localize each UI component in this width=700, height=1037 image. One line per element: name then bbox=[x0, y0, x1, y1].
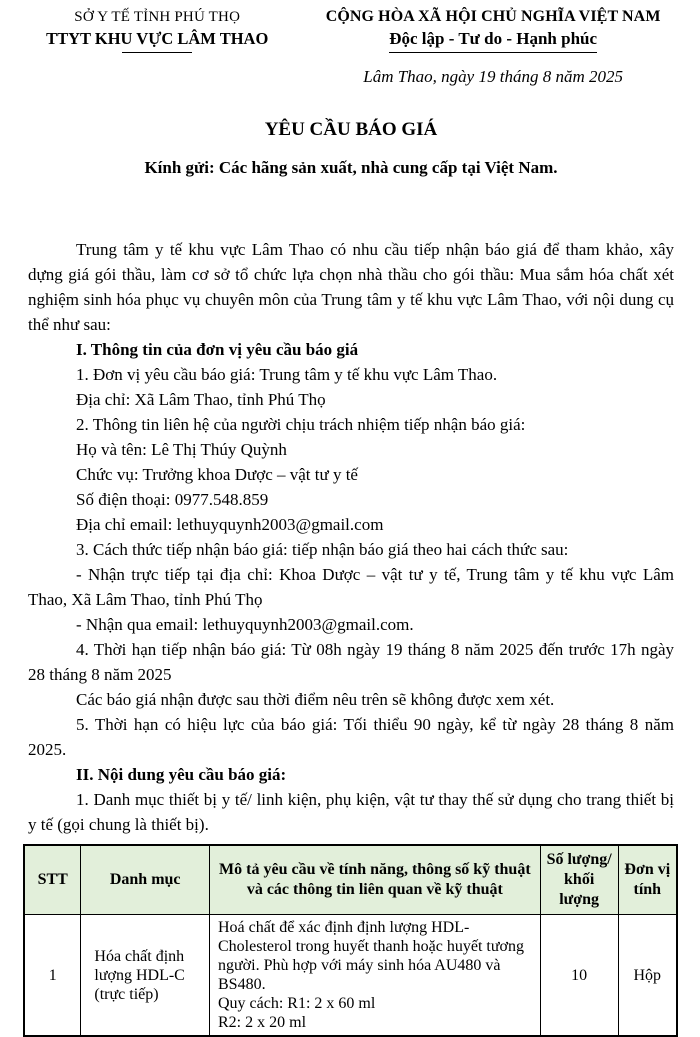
col-header-mo-ta: Mô tả yêu cầu về tính năng, thông số kỹ thuật và các thông tin liên quan về kỹ thuật bbox=[210, 845, 541, 915]
issuing-agency-block bbox=[28, 6, 286, 53]
row-mo-ta bbox=[210, 915, 541, 1037]
col-header-so-luong: Số lượng/ khối lượng bbox=[540, 845, 618, 915]
row-mo-ta-spec-r2: R2: 2 x 20 ml bbox=[218, 1014, 307, 1031]
deadline-line: 4. Thời hạn tiếp nhận báo giá: Từ 08h ngày 19 tháng 8 năm 2025 đến trước 17h ngày 28 tháng 8 năm 2025 bbox=[28, 640, 674, 684]
row-don-vi: Hộp bbox=[618, 915, 677, 1037]
address-line: Địa chỉ: Xã Lâm Thao, tỉnh Phú Thọ bbox=[76, 390, 326, 409]
document-title: YÊU CẦU BÁO GIÁ bbox=[264, 119, 438, 140]
row-so-luong: 10 bbox=[540, 915, 618, 1037]
row-stt: 1 bbox=[24, 915, 81, 1037]
quotation-items-table bbox=[23, 844, 678, 1037]
contact-phone-line: Số điện thoại: 0977.548.859 bbox=[76, 490, 269, 509]
contact-position-line: Chức vụ: Trưởng khoa Dược – vật tư y tế bbox=[76, 465, 358, 484]
receive-email-line: - Nhận qua email: lethuyquynh2003@gmail.com. bbox=[76, 615, 414, 634]
list-intro-line: 1. Danh mục thiết bị y tế/ linh kiện, phụ kiện, vật tư thay thế sử dụng cho trang thiết bị y tế (gọi chung là thiết bị). bbox=[28, 790, 674, 834]
document-header bbox=[28, 6, 674, 88]
national-title: CỘNG HÒA XÃ HỘI CHỦ NGHĨA VIỆT NAM bbox=[325, 8, 661, 25]
receive-direct-line: - Nhận trực tiếp tại địa chỉ: Khoa Dược – vật tư y tế, Trung tâm y tế khu vực Lâm Thao, Xã Lâm Thao, tỉnh Phú Thọ bbox=[28, 565, 674, 609]
table-header-row bbox=[24, 845, 677, 915]
section-1-heading: I. Thông tin của đơn vị yêu cầu báo giá bbox=[76, 340, 359, 359]
row-mo-ta-description: Hoá chất để xác định định lượng HDL-Cholesterol trong huyết thanh hoặc huyết tương người. Phù hợp với máy sinh hóa AU480 và BS480. bbox=[218, 919, 524, 993]
contact-email-line: Địa chỉ email: lethuyquynh2003@gmail.com bbox=[76, 515, 384, 534]
agency-underline bbox=[122, 51, 192, 53]
validity-line: 5. Thời hạn có hiệu lực của báo giá: Tối thiểu 90 ngày, kể từ ngày 28 tháng 8 năm 2025. bbox=[28, 715, 674, 759]
row-danh-muc: Hóa chất định lượng HDL-C (trực tiếp) bbox=[81, 915, 210, 1037]
agency-name: TTYT KHU VỰC LÂM THAO bbox=[46, 29, 269, 48]
document-body bbox=[28, 237, 674, 837]
section-2-heading: II. Nội dung yêu cầu báo giá: bbox=[76, 765, 287, 784]
table-row bbox=[24, 915, 677, 1037]
col-header-danh-muc: Danh mục bbox=[81, 845, 210, 915]
late-quote-note: Các báo giá nhận được sau thời điểm nêu trên sẽ không được xem xét. bbox=[76, 690, 555, 709]
col-header-stt: STT bbox=[24, 845, 81, 915]
parent-agency-name: SỞ Y TẾ TỈNH PHÚ THỌ bbox=[74, 9, 241, 25]
national-motto: Độc lập - Tư do - Hạnh phúc bbox=[389, 28, 597, 53]
intro-paragraph: Trung tâm y tế khu vực Lâm Thao có nhu cầu tiếp nhận báo giá để tham khảo, xây dựng giá gói thầu, làm cơ sở tổ chức lựa chọn nhà thầu cho gói thầu: Mua sắm hóa chất xét nghiệm sinh hóa phục vụ chuyên môn của Trung tâm y tế khu vực Lâm Thao, với nội dung cụ thể như sau: bbox=[28, 240, 674, 334]
national-motto-block bbox=[312, 6, 674, 88]
requesting-unit-line: 1. Đơn vị yêu cầu báo giá: Trung tâm y tế khu vực Lâm Thao. bbox=[76, 365, 498, 384]
row-mo-ta-spec-r1: Quy cách: R1: 2 x 60 ml bbox=[218, 995, 376, 1012]
salutation-line: Kính gửi: Các hãng sản xuất, nhà cung cấp tại Việt Nam. bbox=[144, 158, 558, 177]
col-header-don-vi: Đơn vị tính bbox=[618, 845, 677, 915]
contact-name-line: Họ và tên: Lê Thị Thúy Quỳnh bbox=[76, 440, 287, 459]
receive-method-heading: 3. Cách thức tiếp nhận báo giá: tiếp nhận báo giá theo hai cách thức sau: bbox=[76, 540, 569, 559]
place-date-line: Lâm Thao, ngày 19 tháng 8 năm 2025 bbox=[363, 67, 623, 86]
contact-info-heading: 2. Thông tin liên hệ của người chịu trách nhiệm tiếp nhận báo giá: bbox=[76, 415, 526, 434]
